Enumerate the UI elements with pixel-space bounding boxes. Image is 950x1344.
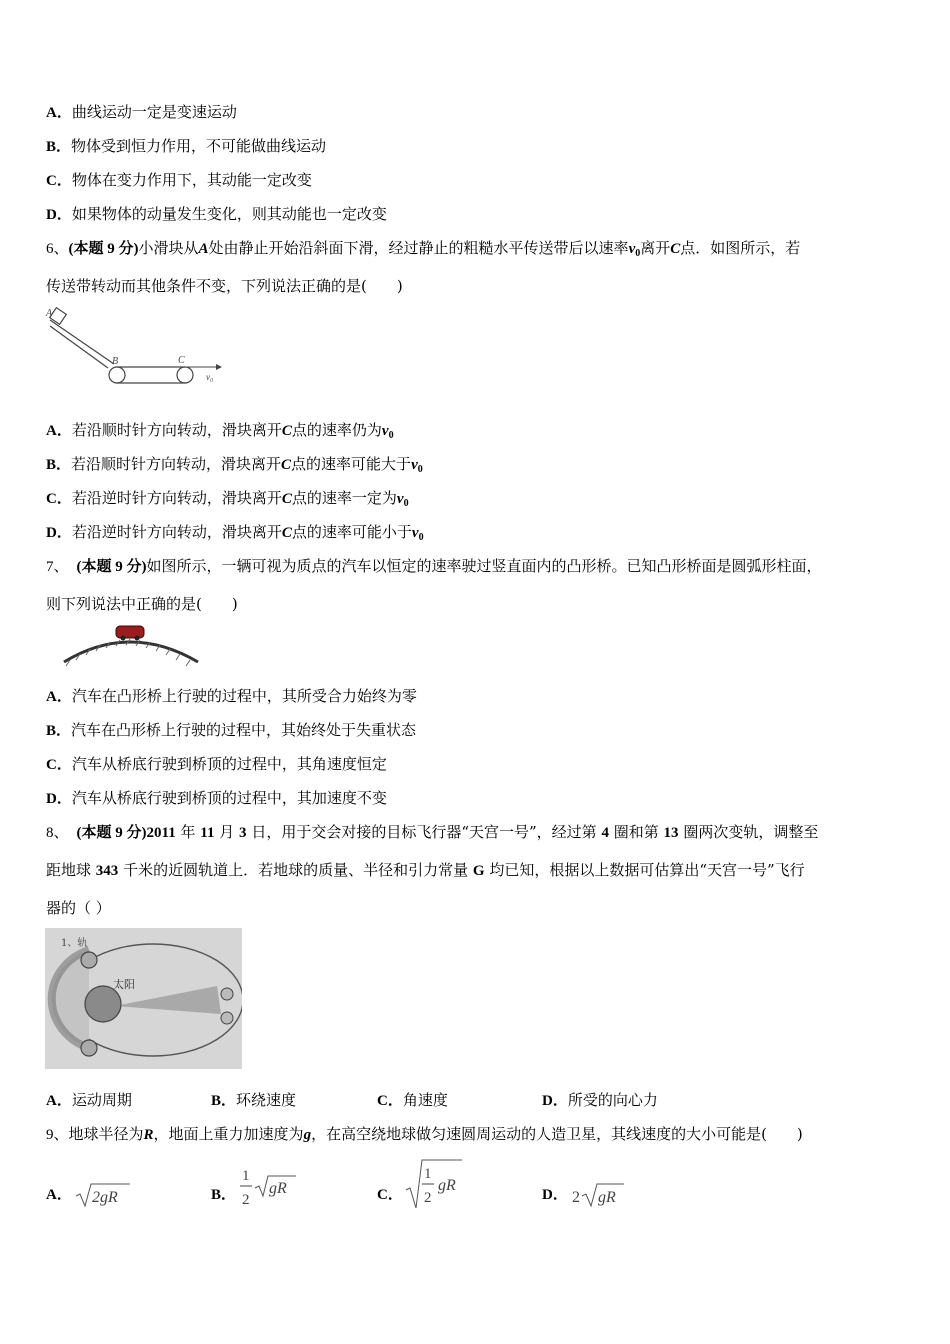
q8-option-b: B．环绕速度 — [211, 1091, 297, 1109]
arrow-head-icon — [216, 364, 222, 370]
q9-option-a-label: A． — [46, 1187, 72, 1203]
q6-option-b: B．若沿顺时针方向转动，滑块离开C点的速率可能大于$v_0$ — [46, 455, 423, 475]
figure-center-label: 太阳 — [113, 978, 135, 991]
q6-option-c: C．若沿逆时针方向转动，滑块离开C点的速率一定为$v_0$ — [46, 489, 409, 509]
fraction-numerator: 1 — [424, 1166, 432, 1182]
figure-corner-label: 1、轨 — [61, 938, 88, 949]
q8-option-c: C．角速度 — [377, 1091, 448, 1109]
q5-option-c: C．物体在变力作用下，其动能一定改变 — [46, 171, 312, 189]
radicand-text: gR — [438, 1177, 456, 1194]
pulley-left — [109, 367, 125, 383]
q9-option-b-label: B． — [211, 1187, 237, 1203]
q7-option-c: C．汽车从桥底行驶到桥顶的过程中，其角速度恒定 — [46, 755, 387, 773]
q5-option-b: B．物体受到恒力作用，不可能做曲线运动 — [46, 137, 327, 155]
q7-stem-line-2: 则下列说法中正确的是( ) — [46, 595, 238, 613]
q9-option-c-label: C． — [377, 1187, 403, 1203]
q7-option-b: B．汽车在凸形桥上行驶的过程中，其始终处于失重状态 — [46, 721, 417, 739]
bridge-arc — [64, 642, 198, 662]
q7-option-a: A．汽车在凸形桥上行驶的过程中，其所受合力始终为零 — [46, 687, 417, 705]
q8-orbit-figure — [45, 928, 242, 1069]
q9-stem: 9、地球半径为R，地面上重力加速度为g，在高空绕地球做匀速圆周运动的人造卫星，其线速度的大小可能是( ) — [46, 1125, 803, 1143]
q9-option-b-formula — [238, 1162, 302, 1212]
q9-option-d-formula — [570, 1178, 630, 1210]
q6-stem-line-2: 传送带转动而其他条件不变，下列说法正确的是( ) — [46, 277, 403, 295]
q9-option-d-label: D． — [542, 1187, 568, 1203]
radicand-text: gR — [598, 1189, 616, 1206]
fraction-numerator: 1 — [242, 1168, 250, 1184]
q7-bridge-figure — [60, 620, 202, 668]
q8-option-a: A．运动周期 — [46, 1091, 132, 1109]
q9-option-c-formula — [404, 1156, 466, 1212]
q6-option-a: A．若沿顺时针方向转动，滑块离开C点的速率仍为$v_0$ — [46, 421, 394, 441]
q8-stem-line-1: 8、 (本题 9 分)2011 年 11 月 3 日，用于交会对接的目标飞行器“天宫一号”，经过第 4 圈和第 13 圈两次变轨，调整至 — [46, 823, 819, 841]
satellite-bottom-icon — [81, 1040, 97, 1056]
q7-stem-line-1: 7、 (本题 9 分)如图所示，一辆可视为质点的汽车以恒定的速率驶过竖直面内的凸形桥。已知凸形桥面是圆弧形柱面， — [46, 557, 822, 575]
q6-conveyor-figure — [44, 306, 224, 388]
fraction-denominator: 2 — [424, 1190, 432, 1206]
car-wheel-rear — [135, 636, 140, 641]
satellite-right-upper-icon — [221, 988, 233, 1000]
car-icon — [116, 626, 144, 638]
radicand-text: 2gR — [92, 1189, 118, 1206]
v0-label: v₀ — [206, 372, 214, 382]
q8-stem-line-3: 器的（ ） — [46, 899, 111, 917]
point-b-label: B — [112, 356, 119, 367]
q8-stem-line-2: 距地球 343 千米的近圆轨道上．若地球的质量、半径和引力常量 G 均已知，根据以上数据可估算出“天宫一号”飞行 — [46, 861, 805, 879]
q5-option-d: D．如果物体的动量发生变化，则其动能也一定改变 — [46, 205, 387, 223]
radicand-text: gR — [269, 1180, 287, 1197]
satellite-right-lower-icon — [221, 1012, 233, 1024]
q6-stem-line-1: 6、(本题 9 分)小滑块从A处由静止开始沿斜面下滑，经过静止的粗糙水平传送带后以速率$v_0$离开C点．如图所示，若 — [46, 239, 801, 259]
pulley-right — [177, 367, 193, 383]
point-a-label: A — [46, 308, 53, 319]
fraction-denominator: 2 — [242, 1192, 250, 1208]
satellite-top-icon — [81, 952, 97, 968]
coefficient-text: 2 — [572, 1189, 580, 1206]
q7-option-d: D．汽车从桥底行驶到桥顶的过程中，其加速度不变 — [46, 789, 387, 807]
q9-option-a-formula — [74, 1178, 134, 1210]
incline-ramp — [50, 320, 114, 368]
q6-option-d: D．若沿逆时针方向转动，滑块离开C点的速率可能小于$v_0$ — [46, 523, 424, 543]
car-wheel-front — [121, 636, 126, 641]
point-c-label: C — [178, 355, 185, 366]
q5-option-a: A．曲线运动一定是变速运动 — [46, 103, 237, 121]
earth-icon — [85, 986, 121, 1022]
q8-option-d: D．所受的向心力 — [542, 1091, 658, 1109]
